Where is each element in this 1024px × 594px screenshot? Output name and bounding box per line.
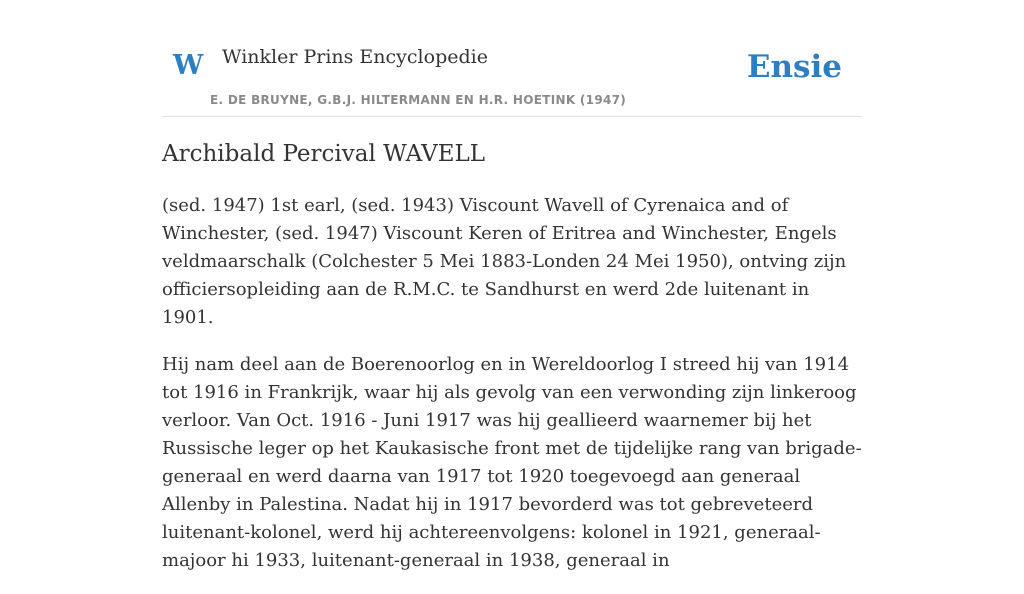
authors-line: E. DE BRUYNE, G.B.J. HILTERMANN EN H.R. HOETINK (1947) [210,93,627,107]
site-title[interactable]: Winkler Prins Encyclopedie [222,46,488,68]
article-title: Archibald Percival WAVELL [162,141,486,167]
brand-logo[interactable]: Ensie [746,49,842,85]
article-paragraph: (sed. 1947) 1st earl, (sed. 1943) Viscount Wavell of Cyrenaica and of Winchester, (sed. 1947) Viscount Keren of Eritrea and Winchester, Engels veldmaarschalk (Colchester 5 Mei 1883-Londen 24 Mei 1950), ontving zijn officiersopleiding aan de R.M.C. te Sandhurst en werd 2de luitenant in 1901. [162,195,847,328]
site-logo[interactable]: W [173,50,204,81]
article-body [162,192,862,594]
article-paragraph: Hij nam deel aan de Boerenoorlog en in Wereldoorlog I streed hij van 1914 tot 1916 in Frankrijk, waar hij als gevolg van een verwonding zijn linkeroog verloor. Van Oct. 1916 - Juni 1917 was hij geallieerd waarnemer bij het Russische leger op het Kaukasische front met de tijdelijke rang van brigade-generaal en werd daarna van 1917 tot 1920 toegevoegd aan generaal Allenby in Palestina. Nadat hij in 1917 bevorderd was tot gebreveteerd luitenant-kolonel, werd hij achtereenvolgens: kolonel in 1921, generaal-majoor hi 1933, luitenant-generaal in 1938, generaal in [162,354,862,571]
site-header [162,36,862,117]
